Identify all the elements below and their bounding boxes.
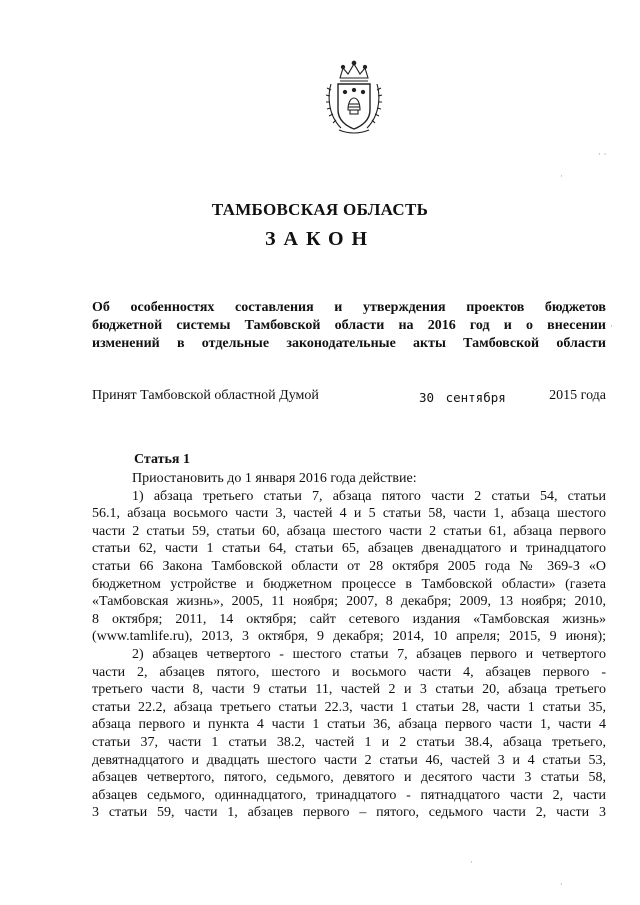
text-line: девятнадцатого и двадцать шестого части 2 статьи 46, частей 3 и 4 статьи 53, [92,752,606,768]
text-line: статьи 22.2, абзаца третьего статьи 22.3, части 1 статьи 28, части 1 статьи 35, [92,699,606,715]
text-line: статьи 37, части 1 статьи 38.2, частей 1 и 2 статьи 38.4, абзаца третьего, [92,734,606,750]
text-line: статьи 62, части 1 статьи 64, статьи 65, абзацев двенадцатого и тринадцатого [92,541,606,557]
region-heading: ТАМБОВСКАЯ ОБЛАСТЬ [211,200,429,219]
text-line: абзацев седьмого, одиннадцатого, тринадцатого - пятнадцатого части 2, части [92,787,606,803]
article-heading: Статья 1 [134,452,190,467]
title-line: бюджетной системы Тамбовской области на 2016 год и о внесении [92,318,606,333]
text-line: третьего части 8, части 9 статьи 11, частей 2 и 3 статьи 20, абзаца третьего [92,682,606,698]
text-line: 56.1, абзаца восьмого части 3, частей 4 и 5 статьи 58, части 1, абзаца шестого [92,506,606,522]
law-title [92,299,606,353]
coat-of-arms-icon [323,58,385,138]
text-line: 1) абзаца третьего статьи 7, абзаца пятого части 2 статьи 54, статьи [132,488,606,504]
article-body [92,470,606,822]
scan-speck: · [610,322,613,332]
adoption-date-stamp: 30 сентября [419,390,506,405]
document-type-heading: ЗАКОН [264,228,376,250]
scan-speck: · [470,858,473,868]
text-line: части 2, абзацев пятого, шестого и восьмого части 4, абзацев первого - [92,664,606,680]
text-line: (www.tamlife.ru), 2013, 3 октября, 9 декабря; 2014, 10 апреля; 2015, 9 июня); [92,629,606,645]
text-line: 8 октября; 2011, 14 октября; сайт сетевого издания «Тамбовская жизнь» [92,611,606,627]
scan-speck: · [560,880,563,890]
text-line: Приостановить до 1 января 2016 года действие: [132,471,417,486]
adoption-year: 2015 года [549,388,606,403]
adoption-line [92,388,606,408]
text-line: 3 статьи 59, части 1, абзацев первого – пятого, седьмого части 2, части 3 [92,805,606,821]
text-line: бюджетном устройстве и бюджетном процессе в Тамбовской области» (газета [92,576,606,592]
text-line: статьи 66 Закона Тамбовской области от 28 октября 2005 года № 369-З «О [92,558,606,574]
title-line: изменений в отдельные законодательные акты Тамбовской области [92,336,606,351]
title-line: Об особенностях составления и утверждения проектов бюджетов [92,300,606,315]
scan-speck: · [560,172,563,182]
text-line: абзаца первого и пункта 4 части 1 статьи 36, абзаца первого части 1, части 4 [92,717,606,733]
adoption-label: Принят Тамбовской областной Думой [92,388,319,403]
text-line: 2) абзацев четвертого - шестого статьи 7, абзацев первого и четвертого [132,646,606,662]
text-line: «Тамбовская жизнь», 2005, 11 ноября; 2007, 8 декабря; 2009, 13 ноября; 2010, [92,594,606,610]
text-line: абзацев четвертого, пятого, седьмого, девятого и десятого части 3 статьи 58, [92,770,606,786]
text-line: части 2 статьи 59, статьи 60, абзаца шестого части 2 статьи 61, абзаца первого [92,523,606,539]
scan-speck: · · [598,150,607,160]
